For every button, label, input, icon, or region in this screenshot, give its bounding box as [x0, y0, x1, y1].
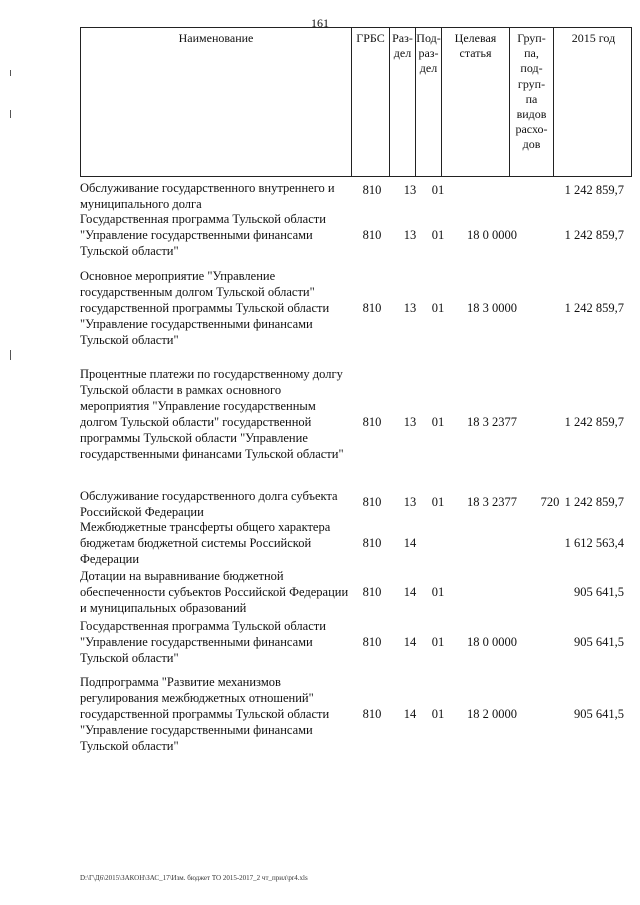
- margin-mark: [10, 110, 11, 118]
- row-podrazdel: 01: [431, 585, 445, 599]
- row-grbs: 810: [362, 635, 382, 649]
- row-name: Дотации на выравнивание бюджетной обеспеченности субъектов Российской Федерации и муниципальных образований: [80, 569, 349, 615]
- row-grbs: 810: [362, 183, 382, 197]
- row-name: Государственная программа Тульской области "Управление государственными финансами Тульской области": [80, 619, 326, 665]
- row-sum: 905 641,5: [574, 707, 624, 721]
- row-podrazdel: 01: [431, 301, 445, 315]
- row-celevaya: 18 3 2377: [467, 495, 517, 509]
- row-vid: 720: [540, 495, 560, 509]
- table-row: [80, 211, 632, 259]
- row-sum: 1 242 859,7: [564, 415, 624, 429]
- row-razdel: 14: [403, 707, 417, 721]
- row-sum: 1 612 563,4: [564, 536, 624, 550]
- margin-mark: [10, 70, 11, 76]
- table-row: [80, 618, 632, 666]
- row-name: Обслуживание государственного внутреннего и муниципального долга: [80, 181, 335, 211]
- row-razdel: 13: [403, 228, 417, 242]
- row-celevaya: 18 3 0000: [467, 301, 517, 315]
- table-row: [80, 180, 632, 212]
- header-podrazdel: Под- раз- дел: [415, 28, 441, 176]
- row-razdel: 13: [403, 495, 417, 509]
- row-sum: 1 242 859,7: [564, 301, 624, 315]
- row-name: Подпрограмма "Развитие механизмов регулирования межбюджетных отношений" государственной программы Тульской области "Управление государственными финансами Тульской области": [80, 675, 330, 753]
- row-razdel: 14: [403, 585, 417, 599]
- row-razdel: 13: [403, 183, 417, 197]
- file-path-footer: D:\Г\Д6\2015\ЗАКОН\ЗАС_17\Изм. бюджет ТО 2015-2017_2 чт_прил\pr4.xls: [80, 874, 308, 882]
- row-podrazdel: 01: [431, 415, 445, 429]
- row-celevaya: 18 0 0000: [467, 228, 517, 242]
- page-number: 161: [311, 16, 329, 30]
- table-header: [80, 27, 632, 177]
- row-razdel: 13: [403, 415, 417, 429]
- row-sum: 905 641,5: [574, 635, 624, 649]
- row-celevaya: 18 2 0000: [467, 707, 517, 721]
- table-row: [80, 268, 632, 348]
- row-grbs: 810: [362, 495, 382, 509]
- row-grbs: 810: [362, 536, 382, 550]
- header-gruppa: Груп- па, под- груп- па видов расхо- дов: [509, 28, 553, 176]
- row-podrazdel: 01: [431, 228, 445, 242]
- row-razdel: 14: [403, 635, 417, 649]
- row-name: Процентные платежи по государственному долгу Тульской области в рамках основного мероприятия "Управление государственным долгом Тульской области" государственной программы Тульской области "Управление государственными финансами Тульской области": [80, 367, 344, 461]
- row-name: Межбюджетные трансферты общего характера бюджетам бюджетной системы Российской Федерации: [80, 520, 331, 566]
- row-podrazdel: 01: [431, 635, 445, 649]
- row-name: Обслуживание государственного долга субъекта Российской Федерации: [80, 489, 338, 519]
- header-razdel: Раз- дел: [389, 28, 415, 176]
- row-podrazdel: 01: [431, 183, 445, 197]
- row-grbs: 810: [362, 585, 382, 599]
- row-celevaya: 18 3 2377: [467, 415, 517, 429]
- header-celevaya: Целевая статья: [441, 28, 509, 176]
- row-podrazdel: 01: [431, 707, 445, 721]
- table-row: [80, 568, 632, 616]
- table-row: [80, 674, 632, 754]
- row-name: Государственная программа Тульской области "Управление государственными финансами Тульской области": [80, 212, 326, 258]
- row-grbs: 810: [362, 707, 382, 721]
- row-podrazdel: 01: [431, 495, 445, 509]
- header-grbs: ГРБС: [351, 28, 389, 176]
- row-sum: 1 242 859,7: [564, 495, 624, 509]
- row-razdel: 14: [403, 536, 417, 550]
- header-name: Наименование: [178, 31, 254, 45]
- row-razdel: 13: [403, 301, 417, 315]
- row-sum: 1 242 859,7: [564, 183, 624, 197]
- row-celevaya: 18 0 0000: [467, 635, 517, 649]
- header-year: 2015 год: [553, 28, 633, 176]
- row-sum: 1 242 859,7: [564, 228, 624, 242]
- table-row: [80, 488, 632, 520]
- margin-mark: [10, 350, 11, 360]
- row-grbs: 810: [362, 415, 382, 429]
- row-sum: 905 641,5: [574, 585, 624, 599]
- table-row: [80, 519, 632, 567]
- row-name: Основное мероприятие "Управление государственным долгом Тульской области" государственной программы Тульской области "Управление государственными финансами Тульской области": [80, 269, 330, 347]
- row-grbs: 810: [362, 228, 382, 242]
- table-row: [80, 366, 632, 478]
- row-grbs: 810: [362, 301, 382, 315]
